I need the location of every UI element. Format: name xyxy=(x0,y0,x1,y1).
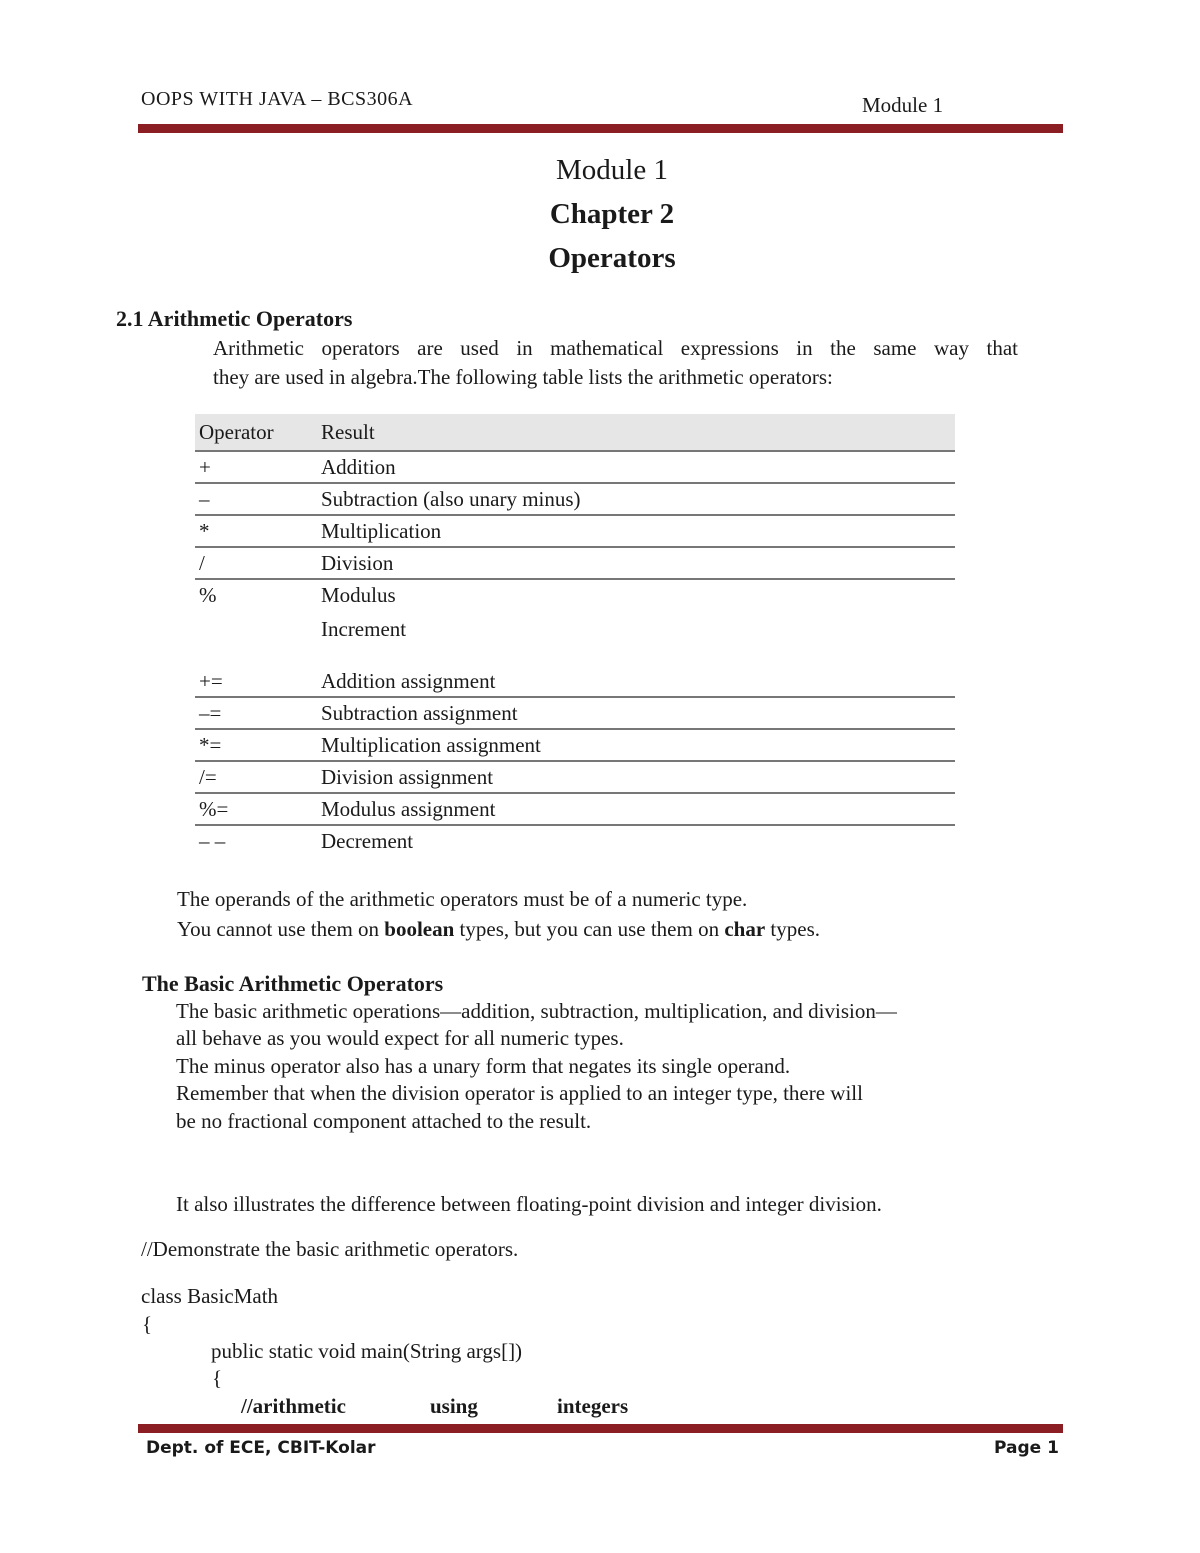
result-cell: Increment xyxy=(321,616,407,641)
intro-line-2: they are used in algebra.The following table lists the arithmetic operators: xyxy=(213,365,833,389)
result-cell: Subtraction assignment xyxy=(317,697,955,729)
code-inner-comment-word: //arithmetic xyxy=(241,1394,346,1418)
table-row xyxy=(195,825,955,856)
code-inner-comment-word: integers xyxy=(557,1394,629,1418)
table-row xyxy=(195,515,955,547)
result-cell: Division xyxy=(317,547,955,579)
table-row xyxy=(195,761,955,793)
operands-note-line-1: The operands of the arithmetic operators must be of a numeric type. xyxy=(177,887,748,911)
code-comment: //Demonstrate the basic arithmetic operators. xyxy=(141,1237,519,1261)
note-text: You cannot use them on xyxy=(177,917,385,941)
basic-ops-line: The basic arithmetic operations—addition, subtraction, multiplication, and division— xyxy=(176,999,897,1023)
basic-ops-line: be no fractional component attached to the result. xyxy=(176,1109,592,1133)
char-keyword: char xyxy=(724,917,766,941)
code-inner-comment-word: using xyxy=(430,1394,478,1418)
code-main-brace: { xyxy=(212,1366,223,1390)
operator-cell xyxy=(195,610,317,648)
table-row xyxy=(195,579,955,610)
operator-table xyxy=(195,414,955,856)
footer-page-number: Page 1 xyxy=(994,1438,1059,1458)
footer-rule xyxy=(138,1424,1063,1433)
table-row xyxy=(195,729,955,761)
section-heading: 2.1 Arithmetic Operators xyxy=(116,306,353,331)
table-row xyxy=(195,451,955,483)
operator-cell: * xyxy=(195,515,317,547)
table-row xyxy=(195,666,955,697)
table-row xyxy=(195,697,955,729)
result-cell: Modulus xyxy=(321,582,396,607)
table-row xyxy=(195,483,955,515)
operator-cell: – xyxy=(195,483,317,515)
result-cell: Multiplication xyxy=(317,515,955,547)
result-cell: Multiplication assignment xyxy=(317,729,955,761)
boolean-keyword: boolean xyxy=(384,917,455,941)
header-rule xyxy=(138,124,1063,133)
result-cell: Addition assignment xyxy=(317,666,955,697)
operator-cell: += xyxy=(195,666,317,697)
basic-ops-line: all behave as you would expect for all numeric types. xyxy=(176,1026,624,1050)
operator-cell: + xyxy=(195,451,317,483)
topic-title: Operators xyxy=(548,242,676,274)
operands-note-line-2 xyxy=(177,915,820,944)
operator-cell: – – xyxy=(199,828,226,853)
table-row xyxy=(195,793,955,825)
operator-cell: –= xyxy=(195,697,317,729)
note-text: types. xyxy=(765,917,820,941)
illustrates-line: It also illustrates the difference between floating-point division and integer division. xyxy=(176,1192,882,1216)
operator-cell: % xyxy=(199,582,217,607)
intro-line-1: Arithmetic operators are used in mathematical expressions in the same way that xyxy=(213,336,1018,360)
code-open-brace: { xyxy=(142,1312,153,1336)
column-header-operator: Operator xyxy=(195,414,317,451)
operator-cell: /= xyxy=(195,761,317,793)
note-text: types, but you can use them on xyxy=(454,917,725,941)
basic-operators-heading: The Basic Arithmetic Operators xyxy=(142,971,444,996)
table-row xyxy=(195,610,955,648)
code-main-declaration: public static void main(String args[]) xyxy=(211,1339,523,1363)
basic-ops-line: Remember that when the division operator is applied to an integer type, there will xyxy=(176,1081,863,1105)
operator-cell: / xyxy=(195,547,317,579)
code-class-declaration: class BasicMath xyxy=(141,1284,279,1308)
footer-department: Dept. of ECE, CBIT-Kolar xyxy=(146,1438,376,1458)
result-cell: Addition xyxy=(317,451,955,483)
chapter-title: Chapter 2 xyxy=(549,198,675,230)
module-title: Module 1 xyxy=(556,154,668,186)
running-header-title: OOPS WITH JAVA – BCS306A xyxy=(141,88,414,110)
running-header-module: Module 1 xyxy=(862,93,944,117)
table-row xyxy=(195,547,955,579)
result-cell: Division assignment xyxy=(317,761,955,793)
result-cell: Subtraction (also unary minus) xyxy=(317,483,955,515)
column-header-result: Result xyxy=(317,414,955,451)
basic-ops-line: The minus operator also has a unary form that negates its single operand. xyxy=(176,1054,791,1078)
result-cell: Decrement xyxy=(321,828,414,853)
operator-cell: %= xyxy=(195,793,317,825)
operator-cell: *= xyxy=(195,729,317,761)
result-cell: Modulus assignment xyxy=(317,793,955,825)
table-header-row xyxy=(195,414,955,451)
